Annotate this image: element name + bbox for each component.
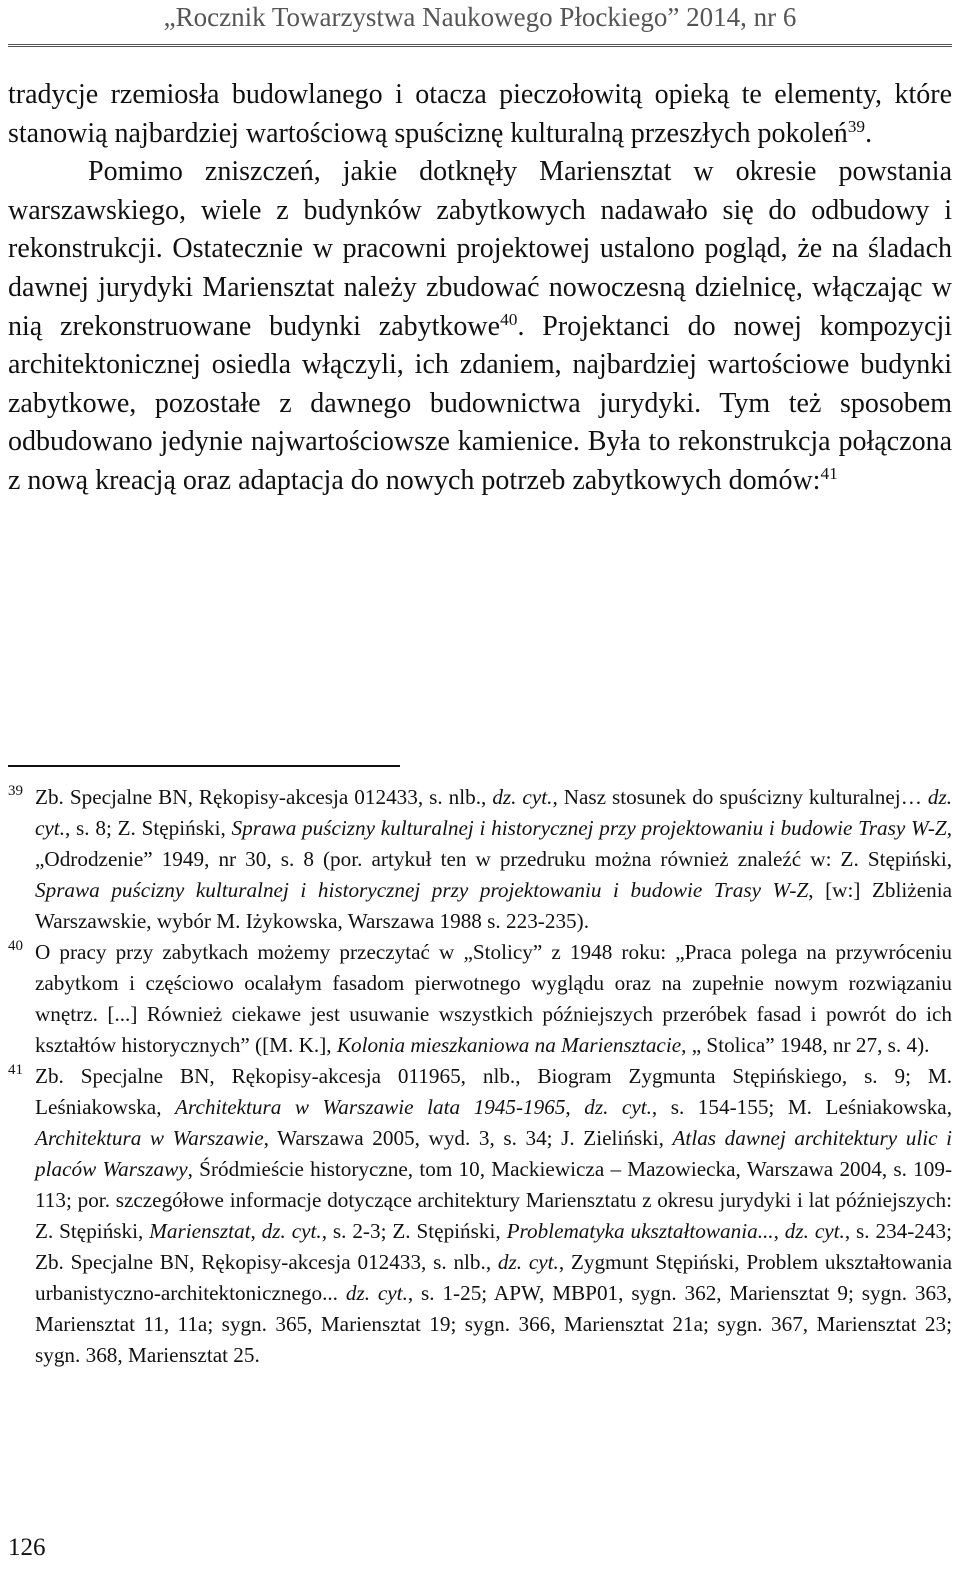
footnote-segment: Zb. Specjalne BN, Rękopisy-akcesja 011965, nlb., Biogram Zygmunta Stępińskiego, s. 9; M. Leśniakowska, — [35, 1064, 952, 1119]
footnote-segment: , „ Stolica” 1948, nr 27, s. 4). — [681, 1033, 930, 1057]
footnote-segment: , — [250, 1219, 262, 1243]
footnote-segment: O pracy przy zabytkach możemy przeczytać w „Stolicy” z 1948 roku: „Praca polega na przywróceniu zabytkom i częściowo ocalałym fasadom pierwotnego wyglądu oraz na zupełnie nowym rozwiązaniu wnętrz. [...] Również ciekawe jest usuwanie wszystkich późniejszych przeróbek fasad i powrót do ich kształtów historycznych” ([M. K.], — [35, 940, 952, 1057]
footnote-segment: , Warszawa 2005, wyd. 3, s. 34; J. Zieliński, — [263, 1126, 673, 1150]
footnote-number: 40 — [8, 938, 23, 954]
footnote-text — [35, 785, 952, 933]
footnote-italic-segment: Problematyka ukształtowania... — [506, 1219, 774, 1243]
footnote-italic-segment: dz. cyt. — [261, 1219, 322, 1243]
footnote-segment: Zb. Specjalne BN, Rękopisy-akcesja 012433, s. nlb., — [35, 785, 493, 809]
footnote-segment: , s. 154-155; M. Leśniakowska, — [651, 1095, 953, 1119]
footnote-ref-39[interactable]: 39 — [847, 116, 866, 136]
paragraph-2-text-b: . Projektanci do nowej kompozycji architektonicznej osiedla włączyli, ich zdaniem, najbardziej wartościowe budynki zabytkowe, pozostałe z dawnego budownictwa jurydyki. Tym też sposobem odbudowano jedynie najwartościowsze kamienice. Była to rekonstrukcja połączona z nową kreacją oraz adaptacja do nowych potrzeb zabytkowych domów: — [8, 310, 953, 496]
paragraph-2-text-a: Pomimo zniszczeń, jakie dotknęły Mariensztat w okresie powstania warszawskiego, wiele z budynków zabytkowych nadawało się do odbudowy i rekonstrukcji. Ostatecznie w pracowni projektowej ustalono pogląd, że na śladach dawnej jurydyki Mariensztat należy zbudować nowoczesną dzielnicę, włączając w nią zrekonstruowane budynki zabytkowe — [8, 156, 952, 342]
footnote-ref-41[interactable]: 41 — [820, 463, 838, 483]
paragraph-1 — [8, 76, 952, 153]
footnote-italic-segment: dz. cyt. — [584, 1095, 652, 1119]
footnote-italic-segment: dz. cyt. — [492, 785, 553, 809]
footnote-41 — [8, 1061, 952, 1371]
footnote-segment: , [w:] Zbliżenia Warszawskie, wybór M. Iżykowska, Warszawa 1988 s. 223-235). — [35, 878, 952, 933]
paragraph-1-end: . — [865, 117, 873, 149]
footnote-text — [35, 940, 952, 1057]
running-header: „Rocznik Towarzystwa Naukowego Płockiego” 2014, nr 6 — [163, 2, 797, 32]
footnote-text — [35, 1064, 952, 1367]
footnote-40 — [8, 937, 952, 1061]
footnote-italic-segment: Sprawa puścizny kulturalnej i historycznej przy projektowaniu i budowie Trasy W-Z — [35, 878, 809, 902]
footnote-segment: , „Odrodzenie” 1949, nr 30, s. 8 (por. artykuł ten w przedruku można również znaleźć w: Z. Stępiński, — [35, 816, 952, 871]
footnote-italic-segment: dz. cyt. — [345, 1281, 408, 1305]
paragraph-2 — [8, 153, 952, 500]
footnote-segment: , s. 234-243; Zb. Specjalne BN, Rękopisy-akcesja 012433, s. nlb., — [35, 1219, 952, 1274]
footnote-ref-40[interactable]: 40 — [500, 309, 518, 329]
footnote-segment: , Zygmunt Stępiński, Problem ukształtowania urbanistyczno-architektonicznego... — [35, 1250, 952, 1305]
footnote-39 — [8, 782, 952, 937]
header-rule — [8, 44, 952, 47]
footnotes — [8, 782, 952, 1371]
footnote-segment: , s. 2-3; Z. Stępiński, — [321, 1219, 507, 1243]
footnote-number: 41 — [8, 1062, 23, 1078]
footnote-segment: , Śródmieście historyczne, tom 10, Mackiewicza – Mazowiecka, Warszawa 2004, s. 109-113; por. szczegółowe informacje dotyczące architektury Mariensztatu z okresu jurydyki i lat późniejszych: Z. Stępiński, — [35, 1157, 952, 1243]
footnote-number: 39 — [8, 783, 23, 799]
footnote-italic-segment: Architektura w Warszawie — [35, 1126, 264, 1150]
footnote-italic-segment: dz. cyt. — [497, 1250, 559, 1274]
footnote-italic-segment: Atlas dawnej architektury ulic i placów Warszawy — [35, 1126, 952, 1181]
footnote-italic-segment: dz. cyt. — [784, 1219, 845, 1243]
footnote-segment: , — [773, 1219, 785, 1243]
footnote-italic-segment: Mariensztat — [149, 1219, 251, 1243]
footnote-segment: , Nasz stosunek do spuścizny kulturalnej… — [552, 785, 928, 809]
footnote-italic-segment: dz. cyt. — [35, 785, 952, 840]
main-text — [8, 76, 952, 501]
footnote-italic-segment: Architektura w Warszawie lata 1945-1965 — [175, 1095, 566, 1119]
footnote-italic-segment: Kolonia mieszkaniowa na Mariensztacie — [336, 1033, 682, 1057]
footnote-italic-segment: Sprawa puścizny kulturalnej i historycznej przy projektowaniu i budowie Trasy W-Z — [231, 816, 947, 840]
footnote-segment: , — [565, 1095, 585, 1119]
page-number: 126 — [8, 1534, 46, 1561]
paragraph-1-text: tradycje rzemiosła budowlanego i otacza pieczołowitą opieką te elementy, które stanowią najbardziej wartościową spuściznę kulturalną przeszłych pokoleń — [8, 79, 952, 149]
footnote-separator — [8, 765, 400, 767]
footnote-segment: , s. 1-25; APW, MBP01, sygn. 362, Mariensztat 9; sygn. 363, Mariensztat 11, 11a; sygn. 365, Mariensztat 19; sygn. 366, Mariensztat 21a; sygn. 367, Mariensztat 23; sygn. 368, Mariensztat 25. — [35, 1281, 952, 1367]
footnote-segment: , s. 8; Z. Stępiński, — [65, 816, 232, 840]
